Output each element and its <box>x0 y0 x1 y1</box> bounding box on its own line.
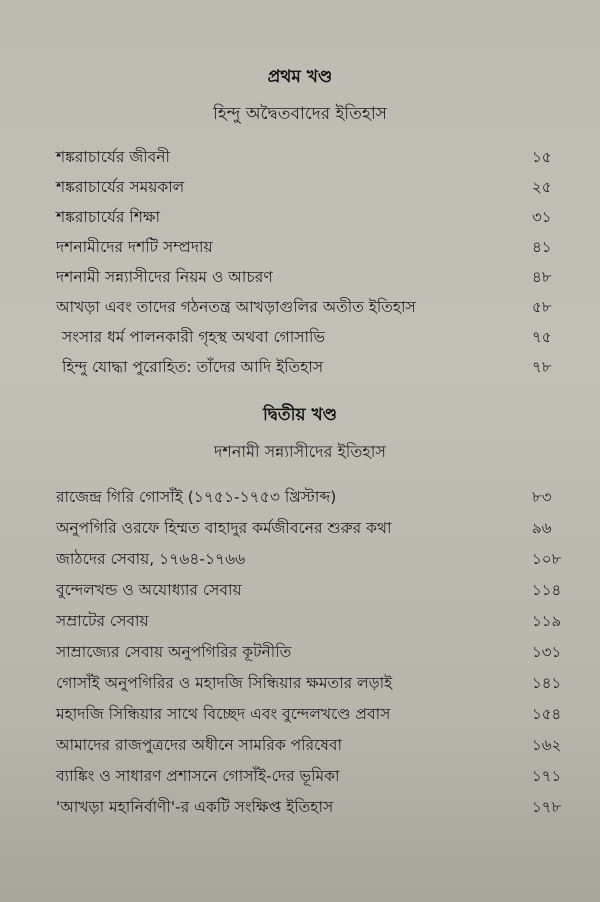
toc-entry <box>56 731 576 761</box>
toc-entry-title: হিন্দু যোদ্ধা পুরোহিত: তাঁদের আদি ইতিহাস <box>62 358 324 376</box>
toc-entry-page: ৪৮ <box>532 267 552 286</box>
toc-entry <box>56 143 576 173</box>
toc-entry-title: মহাদজি সিন্ধিয়ার সাথে বিচ্ছেদ এবং বুন্দেলখণ্ডে প্রবাস <box>56 705 391 723</box>
toc-entry-page: ১১৪ <box>532 580 562 599</box>
toc-entry-title: শঙ্করাচার্যের জীবনী <box>56 148 170 166</box>
toc-entry-page: ৮৩ <box>532 487 552 506</box>
toc-entry-page: ১৫৪ <box>532 704 562 723</box>
toc-entry-title: অনুপগিরি ওরফে হিম্মত বাহাদুর কর্মজীবনের শুরুর কথা <box>56 519 392 537</box>
toc-entry-title: আমাদের রাজপুত্রদের অধীনে সামরিক পরিষেবা <box>56 736 343 754</box>
toc-entry-title: দশনামীদের দশটি সম্প্রদায় <box>56 238 213 256</box>
toc-entry-title: রাজেন্দ্র গিরি গোসাঁই (১৭৫১-১৭৫৩ খ্রিস্টাব্দ) <box>56 488 337 506</box>
toc-entry-title: ব্যাঙ্কিং ও সাধারণ প্রশাসনে গোসাঁই-দের ভূমিকা <box>56 767 340 785</box>
toc-entry-page: ১৩১ <box>532 642 562 661</box>
toc-entry <box>56 353 576 383</box>
toc-entry <box>56 793 576 823</box>
toc-entry <box>56 293 576 323</box>
toc-entry <box>56 263 576 293</box>
toc-entry-page: ৯৬ <box>532 518 552 537</box>
toc-entry-title: গোসাঁই অনুপগিরির ও মহাদজি সিন্ধিয়ার ক্ষমতার লড়াই <box>56 674 393 692</box>
part-1-subtitle: হিন্দু অদ্বৈতবাদের ইতিহাস <box>212 104 388 124</box>
toc-entry-title: জাঠদের সেবায়, ১৭৬৪-১৭৬৬ <box>56 550 246 568</box>
toc-entry-page: ১০৮ <box>532 549 562 568</box>
toc-entry-page: ২৫ <box>532 177 552 196</box>
toc-entry-title: আখড়া এবং তাদের গঠনতন্ত্র আখড়াগুলির অতীত ইতিহাস <box>56 298 416 316</box>
toc-entry <box>56 669 576 699</box>
toc-entry-title: 'আখড়া মহানির্বাণী'-র একটি সংক্ষিপ্ত ইতিহাস <box>56 798 334 816</box>
toc-entry-title: বুন্দেলখন্ড ও অযোধ্যার সেবায় <box>56 581 242 599</box>
toc-entry <box>56 514 576 544</box>
toc-entry-page: ৩১ <box>532 207 552 226</box>
toc-entry-page: ৫৮ <box>532 297 552 316</box>
part-2-title: দ্বিতীয় খণ্ড <box>262 405 338 425</box>
toc-entry <box>56 203 576 233</box>
toc-entry-title: সম্রাটের সেবায় <box>56 612 149 630</box>
toc-entry <box>56 483 576 513</box>
toc-entry <box>56 545 576 575</box>
toc-entry <box>56 607 576 637</box>
toc-entry-page: ৭৮ <box>532 357 552 376</box>
toc-entry-page: ১৬২ <box>532 735 562 754</box>
toc-entry-title: শঙ্করাচার্যের শিক্ষা <box>56 208 161 226</box>
toc-entry-page: ১৭১ <box>532 766 562 785</box>
toc-entry <box>56 173 576 203</box>
toc-entry-page: ১৭৮ <box>532 797 562 816</box>
toc-entry-title: সাম্রাজ্যের সেবায় অনুপগিরির কূটনীতি <box>56 643 292 661</box>
toc-entry-page: ১১৯ <box>532 611 562 630</box>
toc-entry-page: ১৫ <box>532 147 552 166</box>
toc-entry <box>56 638 576 668</box>
toc-entry-title: শঙ্করাচার্যের সময়কাল <box>56 178 185 196</box>
toc-entry-page: ৭৫ <box>532 327 552 346</box>
toc-entry <box>56 700 576 730</box>
part-1-title: প্রথম খণ্ড <box>267 67 333 87</box>
toc-entry-title: সংসার ধর্ম পালনকারী গৃহস্থ অথবা গোসাভি <box>62 328 326 346</box>
part-2-subtitle: দশনামী সন্ন্যাসীদের ইতিহাস <box>214 442 386 461</box>
toc-entry-page: ৪১ <box>532 237 552 256</box>
toc-entry <box>56 233 576 263</box>
toc-entry <box>56 576 576 606</box>
toc-entry <box>56 762 576 792</box>
toc-entry <box>56 323 576 353</box>
toc-entry-title: দশনামী সন্ন্যাসীদের নিয়ম ও আচরণ <box>56 268 273 286</box>
toc-entry-page: ১৪১ <box>532 673 562 692</box>
